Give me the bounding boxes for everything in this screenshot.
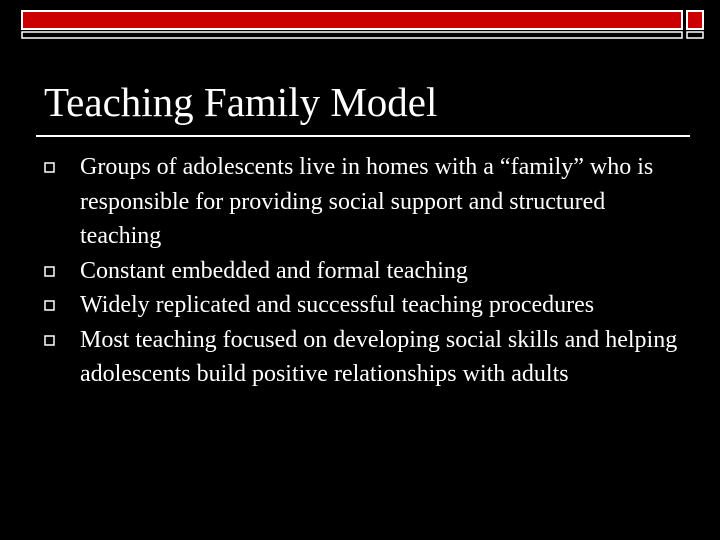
- bullet-text: Groups of adolescents live in homes with a “family” who is responsible for providing social support and structured teaching: [80, 154, 654, 249]
- hollow-square-bullet-icon: [44, 266, 55, 277]
- title-divider: [36, 135, 690, 137]
- bullet-item: [44, 288, 684, 323]
- bullet-list: [44, 150, 684, 392]
- bullet-item: [44, 323, 684, 392]
- slide-title: Teaching Family Model: [44, 79, 438, 125]
- hollow-square-bullet-icon: [44, 335, 55, 346]
- bullet-text: Most teaching focused on developing social skills and helping adolescents build positive relationships with adults: [80, 326, 678, 387]
- bullet-item: [44, 150, 684, 254]
- bullet-text: Widely replicated and successful teaching procedures: [80, 292, 595, 318]
- hollow-square-bullet-icon: [44, 162, 55, 173]
- hollow-square-bullet-icon: [44, 300, 55, 311]
- header-decorative-band: [20, 8, 705, 44]
- bullet-item: [44, 254, 684, 289]
- bullet-text: Constant embedded and formal teaching: [80, 257, 468, 284]
